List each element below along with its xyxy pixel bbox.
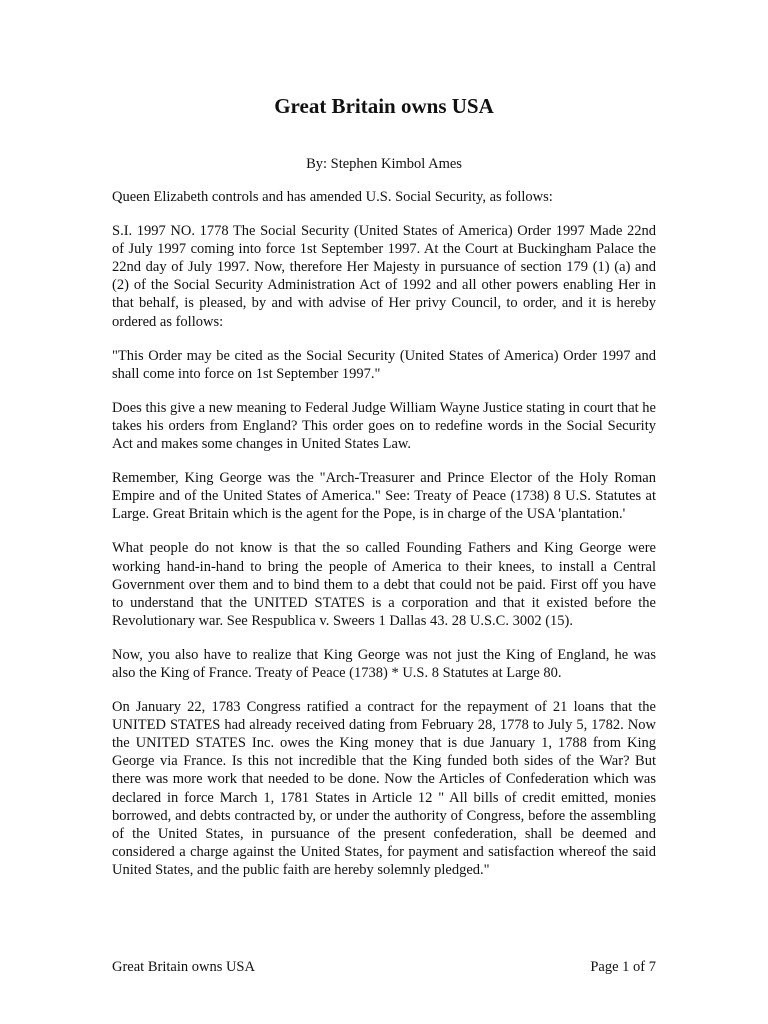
paragraph-king-of-france: Now, you also have to realize that King George was not just the King of England, he was also the King of France. Treaty of Peace (1738) * U.S. 8 Statutes at Large 80. xyxy=(112,646,656,681)
paragraph-loans-contract: On January 22, 1783 Congress ratified a contract for the repayment of 21 loans that the UNITED STATES had already received dating from February 28, 1778 to July 5, 1782. Now the UNITED STATES Inc. owes the King money that is due January 1, 1788 from King George via France. Is this not incredible that the King funded both sides of the War? But there was more work that needed to be done. Now the Articles of Confederation which was declared in force March 1, 1781 States in Article 12 " All bills of credit emitted, monies borrowed, and debts contracted by, or under the authority of Congress, before the assembling of the United States, in pursuance of the present confederation, shall be deemed and considered a charge against the United States, for payment and satisfaction whereof the said United States, and the public faith are hereby solemnly pledged." xyxy=(112,699,656,878)
document-body xyxy=(112,188,656,895)
document-title: Great Britain owns USA xyxy=(274,94,494,118)
paragraph-king-george: Remember, King George was the "Arch-Treasurer and Prince Elector of the Holy Roman Empire and of the United States of America." See: Treaty of Peace (1738) 8 U.S. Statutes at Large. Great Britain which is the agent for the Pope, is in charge of the USA 'plantation.' xyxy=(112,470,656,523)
footer-page-number: Page 1 of 7 xyxy=(590,959,656,975)
paragraph-judge-question: Does this give a new meaning to Federal Judge William Wayne Justice stating in court that he takes his orders from England? This order goes on to redefine words in the Social Security Act and makes some changes in United States Law. xyxy=(112,399,656,453)
paragraph-statutory-instrument: S.I. 1997 NO. 1778 The Social Security (United States of America) Order 1997 Made 22nd of July 1997 coming into force 1st September 1997. At the Court at Buckingham Palace the 22nd day of July 1997. Now, therefore Her Majesty in pursuance of section 179 (1) (a) and (2) of the Social Security Administration Act of 1992 and all other powers enabling Her in that behalf, is pleased, by and with advise of Her privy Council, to order, and it is hereby ordered as follows: xyxy=(112,223,656,330)
footer-document-title: Great Britain owns USA xyxy=(112,959,255,975)
paragraph-order-citation: "This Order may be cited as the Social Security (United States of America) Order 1997 and shall come into force on 1st September 1997." xyxy=(112,347,656,382)
paragraph-intro: Queen Elizabeth controls and has amended U.S. Social Security, as follows: xyxy=(112,189,553,205)
paragraph-founding-fathers: What people do not know is that the so called Founding Fathers and King George were working hand-in-hand to bring the people of America to their knees, to install a Central Government over them and to bind them to a debt that could not be paid. First off you have to understand that the UNITED STATES is a corporation and that it existed before the Revolutionary war. See Respublica v. Sweers 1 Dallas 43. 28 U.S.C. 3002 (15). xyxy=(112,540,656,629)
author-byline: By: Stephen Kimbol Ames xyxy=(306,156,462,172)
